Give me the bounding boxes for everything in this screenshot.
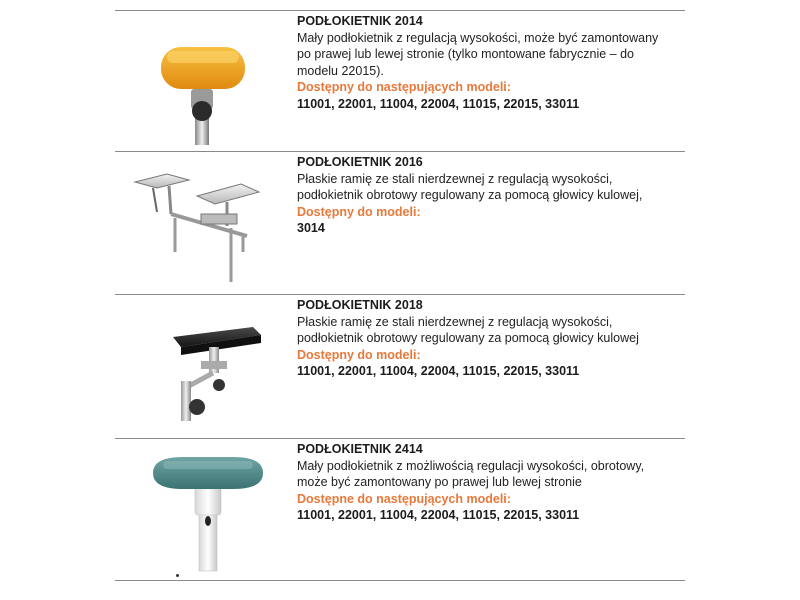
product-description-line: Mały podłokietnik z możliwością regulacji wysokości, obrotowy, (297, 458, 645, 473)
teal-armrest-image-icon (123, 443, 283, 575)
orange-armrest-image-icon (123, 15, 283, 147)
black-armrest-image-icon (123, 299, 283, 431)
compatible-models: 11001, 22001, 11004, 22004, 11015, 22015, 33011 (297, 96, 580, 111)
product-description-line: podłokietnik obrotowy regulowany za pomocą głowicy kulowej (297, 331, 639, 345)
product-description-line: Mały podłokietnik z regulacją wysokości, może być zamontowany (297, 30, 659, 45)
product-description-line: modelu 22015). (297, 63, 384, 78)
availability-label: Dostępny do następujących modeli: (297, 80, 511, 94)
product-entry-2018 (115, 295, 685, 437)
product-title: PODŁOKIETNIK 2414 (297, 442, 423, 456)
product-title: PODŁOKIETNIK 2018 (297, 298, 423, 312)
availability-label: Dostępny do modeli: (297, 204, 421, 219)
product-description-line: może być zamontowany po prawej lub lewej stronie (297, 475, 582, 489)
product-entry-2016 (115, 152, 685, 294)
availability-label: Dostępne do następujących modeli: (297, 491, 511, 506)
steel-armrests-image-icon (123, 156, 283, 288)
product-description-line: Płaskie ramię ze stali nierdzewnej z regulacją wysokości, (297, 171, 613, 186)
compatible-models: 11001, 22001, 11004, 22004, 11015, 22015, 33011 (297, 364, 580, 378)
availability-label: Dostępny do modeli: (297, 347, 421, 362)
product-title: PODŁOKIETNIK 2014 (297, 14, 423, 28)
product-description-line: po prawej lub lewej stronie (tylko montowane fabrycznie – do (297, 47, 634, 61)
product-title: PODŁOKIETNIK 2016 (297, 155, 423, 169)
product-description-line: podłokietnik obrotowy regulowany za pomocą głowicy kulowej, (297, 188, 643, 202)
compatible-models: 3014 (297, 221, 325, 235)
product-description-line: Płaskie ramię ze stali nierdzewnej z regulacją wysokości, (297, 314, 613, 329)
print-speck (176, 574, 179, 577)
product-entry-2014 (115, 11, 685, 153)
compatible-models: 11001, 22001, 11004, 22004, 11015, 22015, 33011 (297, 508, 580, 522)
product-entry-2414 (115, 439, 685, 581)
